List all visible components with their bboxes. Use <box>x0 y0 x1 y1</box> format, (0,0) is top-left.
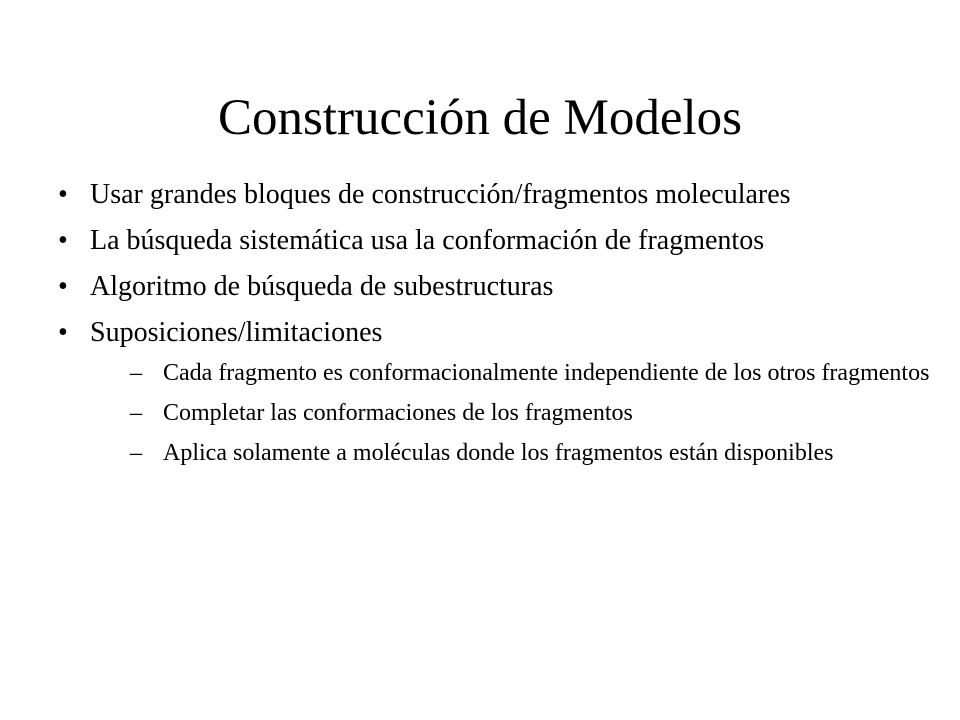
bullet-icon: • <box>58 317 68 348</box>
bullet-item <box>58 226 908 256</box>
sub-bullet-text: Completar las conformaciones de los fragmentos <box>163 400 633 426</box>
slide-title: Construcción de Modelos <box>217 90 743 146</box>
bullet-icon: • <box>58 271 68 302</box>
dash-icon: – <box>130 440 142 466</box>
bullet-icon: • <box>58 179 68 210</box>
bullet-icon: • <box>58 225 68 256</box>
sub-bullet-text: Aplica solamente a moléculas donde los fragmentos están disponibles <box>163 440 834 466</box>
bullet-text: Algoritmo de búsqueda de subestructuras <box>90 271 554 302</box>
sub-bullet-item <box>130 400 938 426</box>
bullet-item <box>58 180 908 210</box>
sub-bullet-list <box>130 360 930 466</box>
bullet-text: Suposiciones/limitaciones <box>90 317 383 348</box>
bullet-text: Usar grandes bloques de construcción/fragmentos moleculares <box>90 179 791 210</box>
bullet-item <box>58 317 930 466</box>
bullet-text: La búsqueda sistemática usa la conformación de fragmentos <box>90 225 765 256</box>
dash-icon: – <box>130 400 142 426</box>
dash-icon: – <box>130 360 142 386</box>
sub-bullet-item <box>130 360 938 386</box>
sub-bullet-item <box>130 440 938 466</box>
sub-bullet-text: Cada fragmento es conformacionalmente independiente de los otros fragmentos <box>163 360 930 386</box>
bullet-item <box>58 272 908 302</box>
bullet-list <box>58 179 930 482</box>
